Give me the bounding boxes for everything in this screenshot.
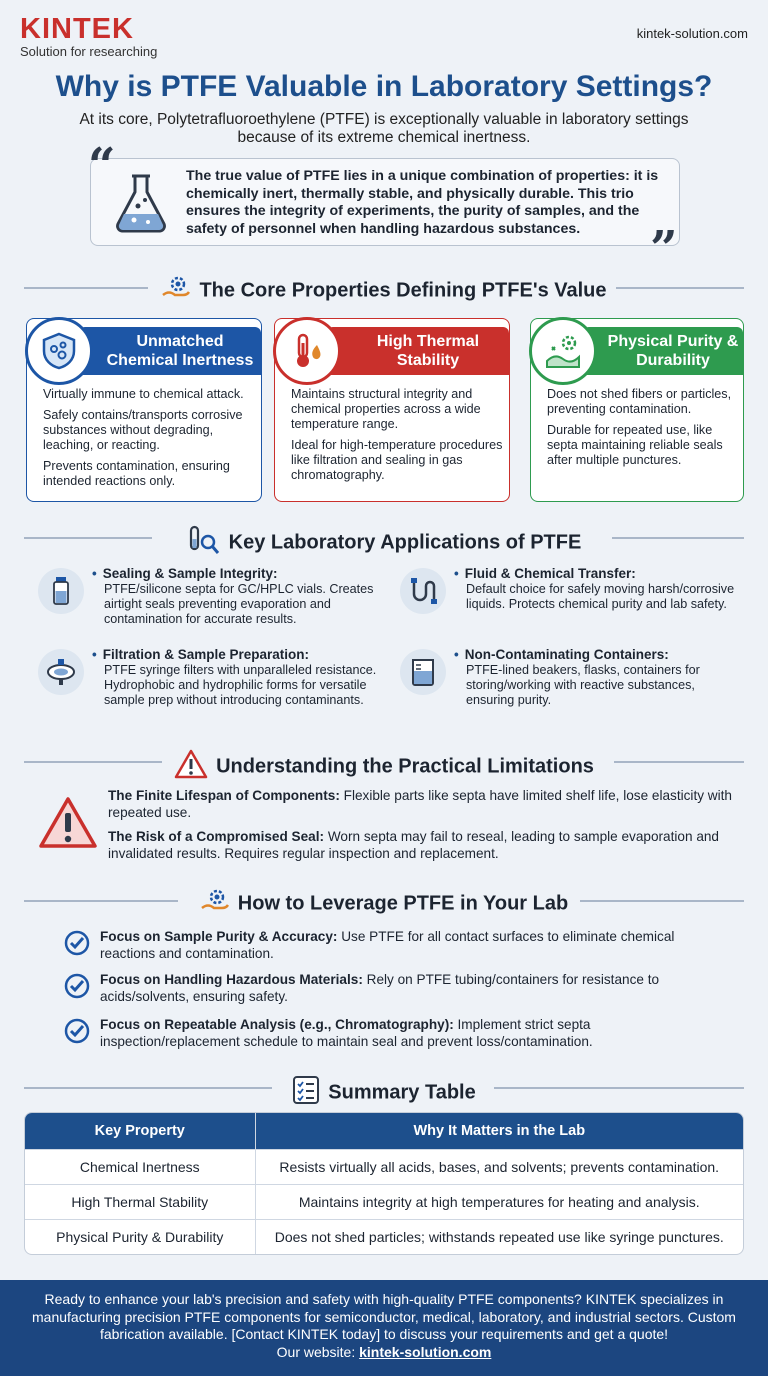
- section-leverage-title: How to Leverage PTFE in Your Lab: [237, 892, 569, 915]
- table-cell: Physical Purity & Durability: [25, 1219, 255, 1254]
- card-line: Does not shed fibers or particles, preventing contamination.: [547, 387, 732, 416]
- syringe-filter-icon: [38, 649, 84, 695]
- card-body: [547, 387, 743, 474]
- table-cell: Chemical Inertness: [25, 1149, 255, 1184]
- check-circle-icon: [64, 973, 90, 1004]
- section-summary: [24, 1073, 744, 1103]
- gear-hand-icon: [161, 275, 191, 307]
- section-summary-title: Summary Table: [328, 1081, 476, 1104]
- card-purity-durability: [530, 318, 744, 502]
- table-cell: Resists virtually all acids, bases, and solvents; prevents contamination.: [255, 1149, 743, 1184]
- app-title: • Fluid & Chemical Transfer:: [454, 566, 744, 582]
- app-text: PTFE-lined beakers, flasks, containers for storing/working with reactive substances, ensuring purity.: [466, 663, 700, 707]
- check-circle-icon: [64, 1018, 90, 1049]
- section-core-properties: [24, 273, 744, 303]
- limitation-title: The Finite Lifespan of Components:: [108, 788, 340, 803]
- beaker-icon: [400, 649, 446, 695]
- table-header-row: [25, 1113, 743, 1149]
- shield-icon: [25, 317, 93, 385]
- footer-cta: [0, 1280, 768, 1376]
- leverage-text: Rely on PTFE tubing/containers for resistance to acids/solvents, ensuring safety.: [100, 972, 660, 1004]
- table-row: [25, 1219, 743, 1254]
- quote-text: The true value of PTFE lies in a unique combination of properties: it is chemically inert, thermally stable, and physically durable. This trio ensures the integrity of experiments, the purity of samples, and the safety of personnel when handling hazardous substances.: [186, 168, 659, 237]
- surface-gear-icon: [529, 317, 597, 385]
- card-line: Durable for repeated use, like septa maintaining reliable seals after multiple punctures.: [547, 423, 723, 467]
- section-core-title: The Core Properties Defining PTFE's Value: [199, 279, 607, 302]
- section-limitations-title: Understanding the Practical Limitations: [216, 755, 594, 778]
- limitation-title: The Risk of a Compromised Seal:: [108, 829, 325, 844]
- limitation-text: Worn septa may fail to reseal, leading to sample evaporation and invalidated results. Requires regular inspection and replacement.: [108, 829, 719, 861]
- card-title: Physical Purity & Durability: [583, 327, 743, 375]
- tubing-icon: [400, 568, 446, 614]
- header-website-link[interactable]: kintek-solution.com: [636, 26, 748, 41]
- brand-logo: [20, 14, 157, 59]
- brand-tagline: Solution for researching: [20, 44, 158, 59]
- page-title: Why is PTFE Valuable in Laboratory Settings?: [55, 70, 713, 103]
- table-cell: High Thermal Stability: [25, 1184, 255, 1219]
- open-quote-icon: “: [88, 138, 116, 194]
- table-header-cell: Why It Matters in the Lab: [255, 1113, 743, 1149]
- card-thermal-stability: [274, 318, 510, 502]
- card-body: [291, 387, 505, 489]
- card-line: Virtually immune to chemical attack.: [43, 387, 244, 401]
- limitation-lifespan: [108, 787, 738, 821]
- app-text: PTFE syringe filters with unparalleled resistance. Hydrophobic and hydrophilic forms for versatile sample prep without introducing contaminants.: [104, 663, 377, 707]
- close-quote-icon: ”: [650, 221, 678, 277]
- card-body: [43, 387, 257, 495]
- flask-icon: [108, 170, 174, 236]
- leverage-title: Focus on Repeatable Analysis (e.g., Chromatography):: [100, 1017, 454, 1032]
- card-line: Maintains structural integrity and chemical properties across a wide temperature range.: [291, 387, 481, 431]
- section-leverage: [24, 886, 744, 916]
- intro-text: At its core, Polytetrafluoroethylene (PTFE) is exceptionally valuable in laboratory settings because of its extreme chemical inertness.: [79, 111, 689, 146]
- test-tube-magnifier-icon: [187, 525, 221, 561]
- card-line: Safely contains/transports corrosive substances without degrading, leaching, or reacting.: [43, 408, 243, 452]
- thermometer-icon: [273, 317, 341, 385]
- warning-icon: [174, 749, 208, 785]
- card-line: Ideal for high-temperature procedures like filtration and sealing in gas chromatography.: [291, 438, 503, 482]
- card-chemical-inertness: [26, 318, 262, 502]
- section-applications-title: Key Laboratory Applications of PTFE: [228, 531, 582, 554]
- section-limitations: [24, 747, 744, 777]
- footer-website-label: Our website:: [276, 1343, 360, 1360]
- card-line: Prevents contamination, ensuring intended reactions only.: [43, 459, 230, 488]
- footer-text: Ready to enhance your lab's precision and safety with high-quality PTFE components? KINTEK specializes in manufacturing precision PTFE components for semiconductor, medical, laboratory, and industrial sectors. Custom fabrication available. [Contact KINTEK today] to discuss your requirements and get a quote!: [32, 1291, 736, 1342]
- check-circle-icon: [64, 930, 90, 961]
- card-title: Unmatched Chemical Inertness: [79, 327, 261, 375]
- checklist-icon: [292, 1075, 320, 1111]
- gear-hand-icon: [200, 888, 230, 920]
- leverage-title: Focus on Handling Hazardous Materials:: [100, 972, 363, 987]
- leverage-title: Focus on Sample Purity & Accuracy:: [100, 929, 338, 944]
- table-row: [25, 1149, 743, 1184]
- limitation-text: Flexible parts like septa have limited shelf life, lose elasticity with repeated use.: [108, 788, 732, 820]
- summary-table: [24, 1112, 744, 1255]
- leverage-text: Use PTFE for all contact surfaces to eliminate chemical reactions and contamination.: [100, 929, 675, 961]
- large-warning-icon: [38, 796, 98, 855]
- section-applications: [24, 523, 744, 553]
- brand-name: KINTEK: [20, 13, 134, 45]
- limitation-seal: [108, 828, 738, 862]
- footer-website-link[interactable]: kintek-solution.com: [359, 1343, 492, 1360]
- table-cell: Does not shed particles; withstands repeated use like syringe punctures.: [255, 1219, 743, 1254]
- vial-icon: [38, 568, 84, 614]
- app-text: Default choice for safely moving harsh/corrosive liquids. Protects chemical purity and lab safety.: [466, 582, 735, 611]
- leverage-text: Implement strict septa inspection/replacement schedule to maintain seal and prevent loss/contamination.: [100, 1017, 593, 1049]
- card-title: High Thermal Stability: [327, 327, 509, 375]
- table-header-cell: Key Property: [25, 1113, 255, 1149]
- app-title: • Non-Contaminating Containers:: [454, 647, 744, 663]
- table-cell: Maintains integrity at high temperatures for heating and analysis.: [255, 1184, 743, 1219]
- app-text: PTFE/silicone septa for GC/HPLC vials. Creates airtight seals preventing evaporation and contamination for accurate results.: [104, 582, 374, 626]
- footer-website: [24, 1344, 744, 1362]
- app-title: • Filtration & Sample Preparation:: [92, 647, 392, 663]
- table-row: [25, 1184, 743, 1219]
- app-title: • Sealing & Sample Integrity:: [92, 566, 382, 582]
